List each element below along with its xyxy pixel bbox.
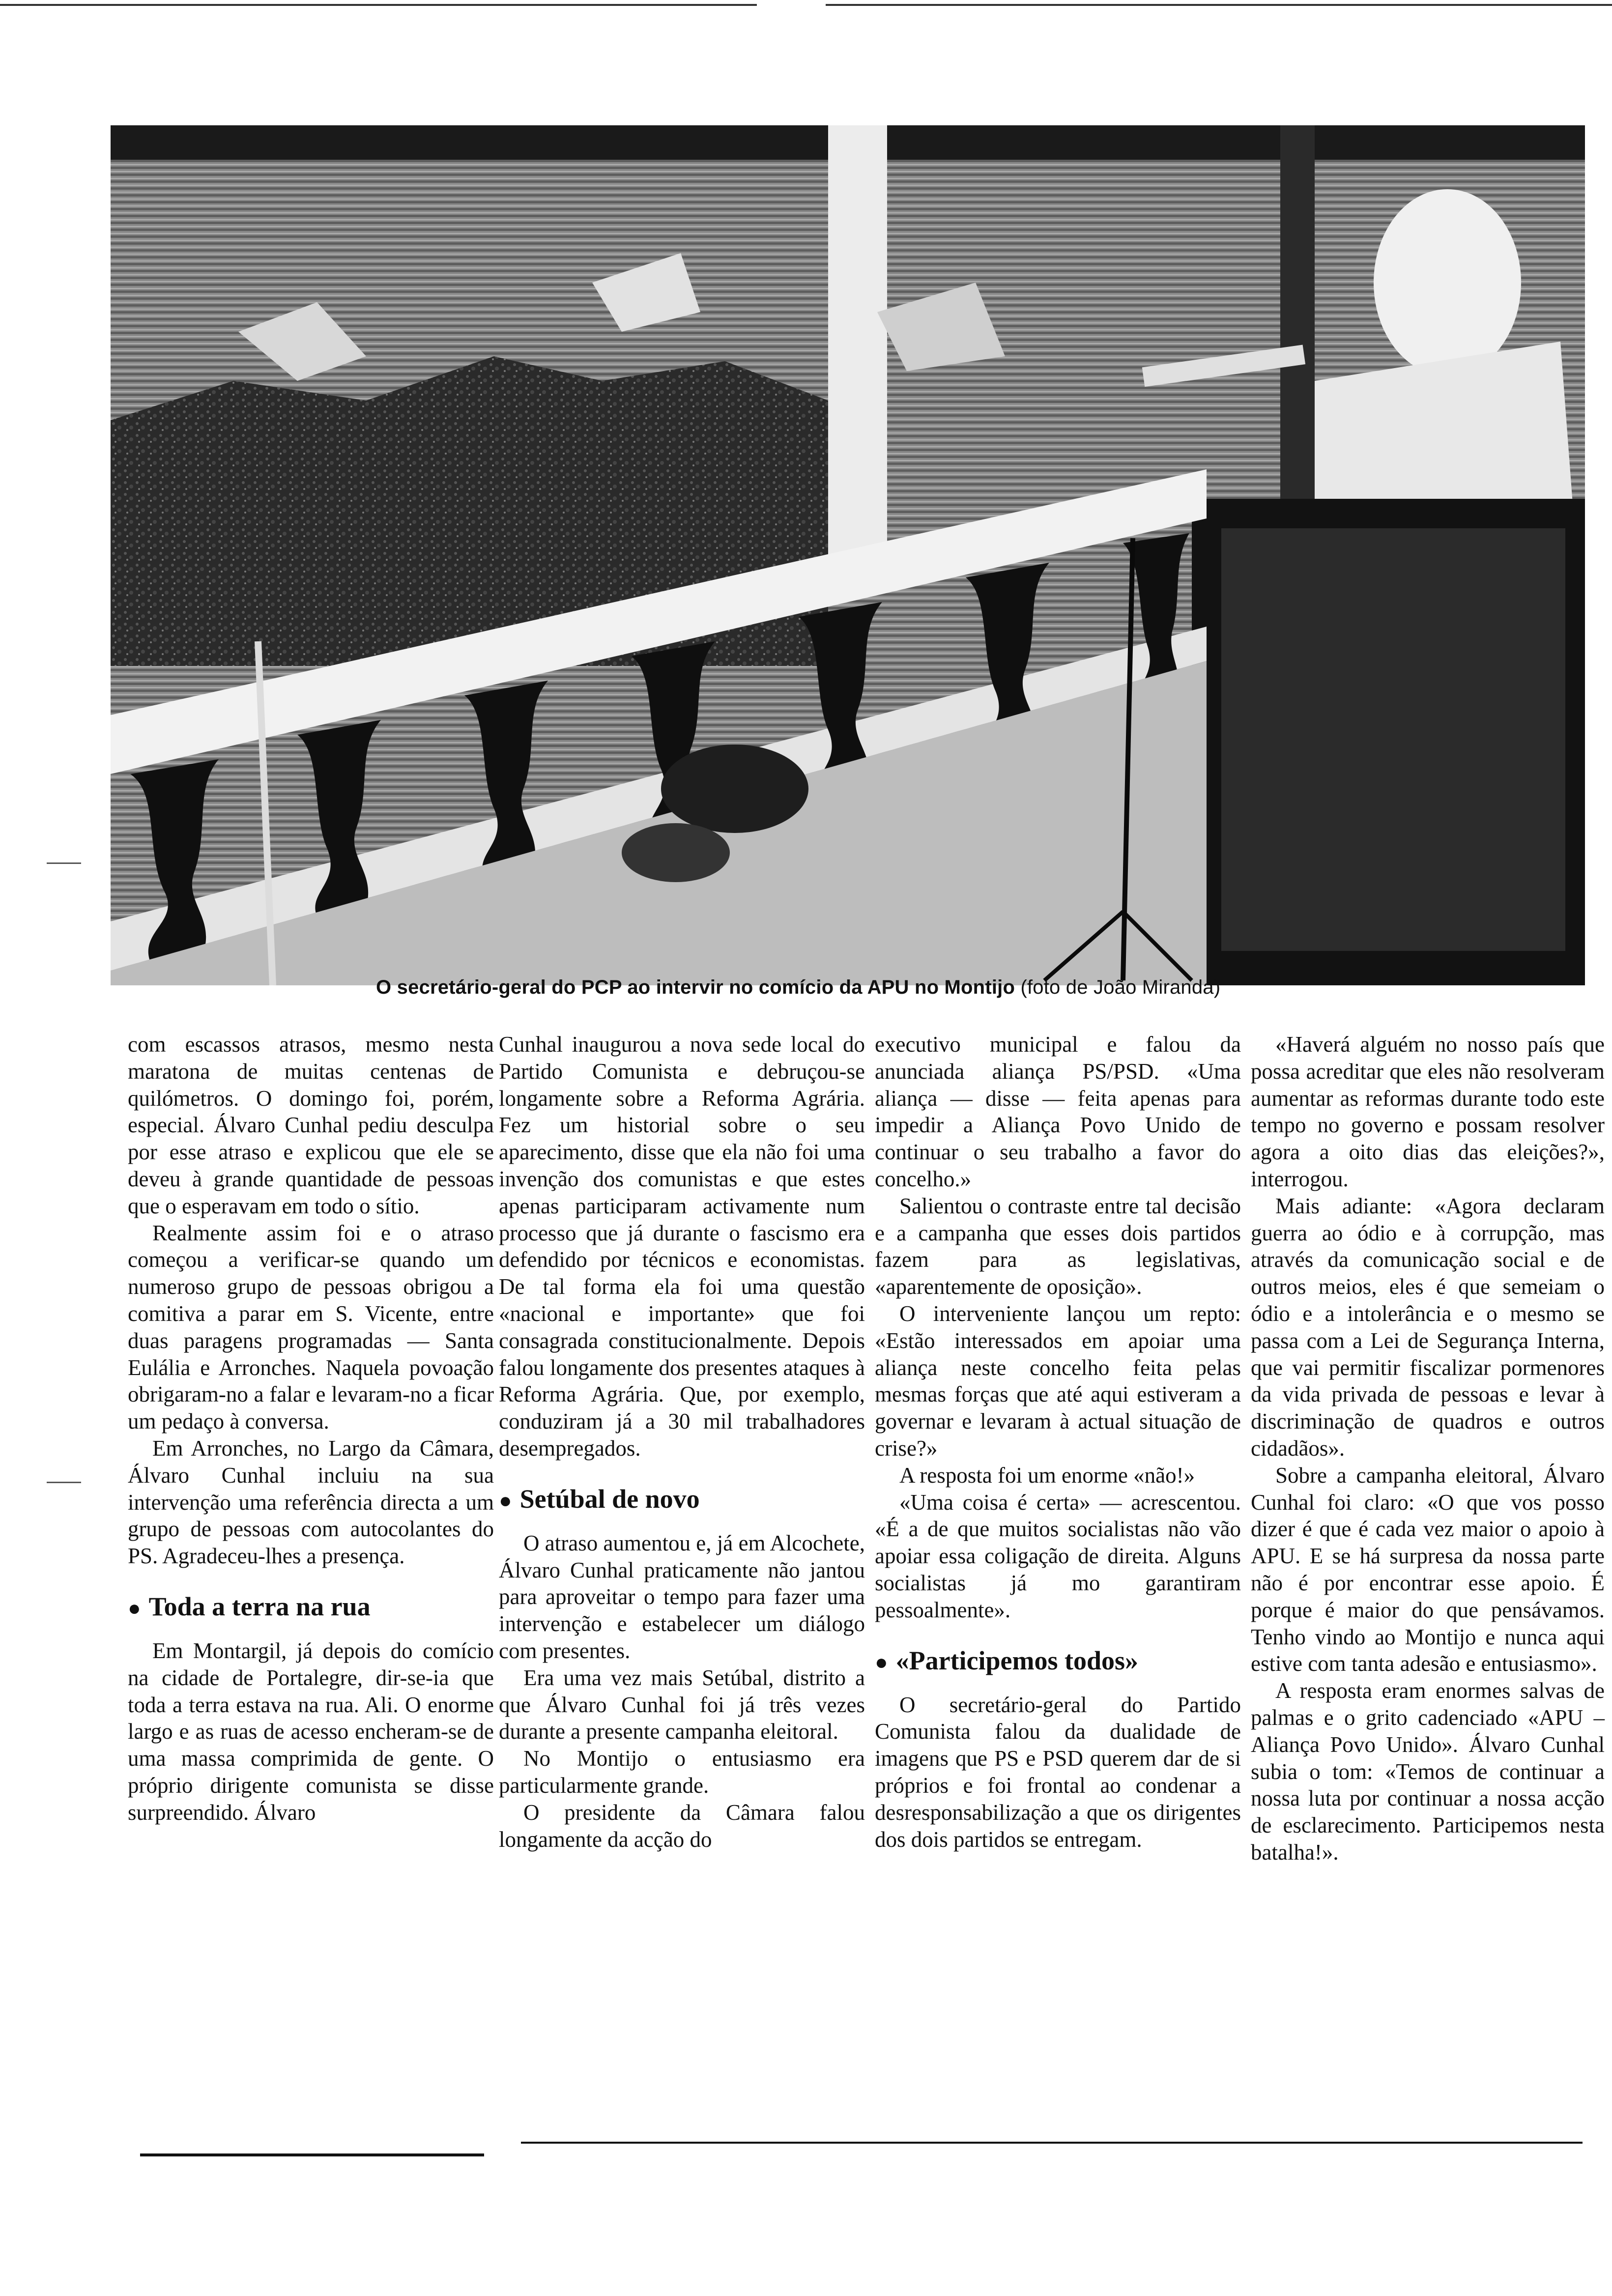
margin-mark — [47, 1482, 81, 1483]
bullet-icon: ● — [499, 1488, 512, 1513]
paragraph: «Haverá alguém no nosso país que possa acreditar que eles não resolveram aumentar as reformas durante todo este tempo no governo e possam resolver agora a oito dias das eleições?», interrogou. — [1251, 1032, 1605, 1191]
article-column-1 — [128, 1031, 494, 1826]
paragraph: Realmente assim foi e o atraso começou a verificar-se quando um numeroso grupo de pessoas obrigou a comitiva a parar em S. Vicente, entre duas paragens programadas — Santa Eulália e Arronches. Naquela povoação obrigaram-no a falar e levaram-no a ficar um pedaço à conversa. — [128, 1220, 494, 1434]
photo-caption — [376, 976, 1585, 999]
paragraph: executivo municipal e falou da anunciada aliança PS/PSD. «Uma aliança — disse — feita apenas para impedir a Aliança Povo Unido de continuar o seu trabalho a favor do concelho.» — [875, 1032, 1241, 1191]
bullet-icon: ● — [128, 1596, 141, 1620]
section-heading-text: Toda a terra na rua — [148, 1591, 371, 1621]
margin-mark — [47, 862, 81, 864]
photo-credit: (foto de João Miranda) — [1020, 976, 1221, 998]
paragraph: Em Arronches, no Largo da Câmara, Álvaro Cunhal incluiu na sua intervenção uma referência directa a um grupo de pessoas com autocolantes do PS. Agradeceu-lhes a presença. — [128, 1435, 494, 1569]
paragraph: Cunhal inaugurou a nova sede local do Partido Comunista e debruçou-se longamente sobre a Reforma Agrária. Fez um historial sobre o seu aparecimento, disse que ela não foi uma invenção dos comunistas e que estes apenas participaram activamente num processo que já durante o fascismo era defendido por técnicos e economistas. De tal forma ela foi uma questão «nacional e importante» que foi consagrada constitucionalmente. Depois falou longamente dos presentes ataques à Reforma Agrária. Que, por exemplo, conduziram já a 30 mil trabalhadores desempregados. — [499, 1032, 865, 1461]
paragraph: Salientou o contraste entre tal decisão e a campanha que esses dois partidos fazem para as legislativas, «aparentemente de oposição». — [875, 1193, 1241, 1299]
caption-text: O secretário-geral do PCP ao intervir no comício da APU no Montijo — [376, 976, 1015, 998]
paragraph: A resposta foi um enorme «não!» — [899, 1463, 1195, 1488]
bottom-rule-left — [140, 2153, 484, 2156]
section-heading-text: «Participemos todos» — [895, 1645, 1139, 1675]
paragraph: Em Montargil, já depois do comício na cidade de Portalegre, dir-se-ia que toda a terra estava na rua. Ali. O enorme largo e as ruas de acesso encheram-se de uma massa comprimida de gente. O próprio dirigente comunista se disse surpreendido. Álvaro — [128, 1638, 494, 1825]
bullet-icon: ● — [875, 1650, 888, 1674]
top-rule-left — [0, 4, 757, 6]
paragraph: O interveniente lançou um repto: «Estão interessados em apoiar uma aliança neste concelho feita pelas mesmas forças que até aqui estiveram a governar e levaram à actual situação de crise?» — [875, 1301, 1241, 1461]
paragraph: O presidente da Câmara falou longamente da acção do — [499, 1800, 865, 1852]
article-column-2 — [499, 1031, 865, 1853]
article-column-4 — [1251, 1031, 1605, 1866]
section-heading — [499, 1485, 865, 1515]
news-photo — [111, 125, 1585, 985]
paragraph: No Montijo o entusiasmo era particularmente grande. — [499, 1746, 865, 1798]
article-column-3 — [875, 1031, 1241, 1853]
top-rule-right — [826, 4, 1612, 6]
paragraph: O atraso aumentou e, já em Alcochete, Álvaro Cunhal praticamente não jantou para aproveitar o tempo para fazer uma intervenção e estabelecer um diálogo com presentes. — [499, 1530, 865, 1663]
paragraph: com escassos atrasos, mesmo nesta maratona de muitas centenas de quilómetros. O domingo foi, porém, especial. Álvaro Cunhal pediu desculpa por esse atraso e explicou que ele se deveu à grande quantidade de pessoas que o esperavam em todo o sítio. — [128, 1032, 494, 1218]
bottom-rule-right — [521, 2142, 1583, 2144]
paragraph: Sobre a campanha eleitoral, Álvaro Cunhal foi claro: «O que vos posso dizer é que é cada vez maior o apoio à APU. E se há surpresa da nossa parte não é por encontrar esse apoio. É porque é maior do que pensávamos. Tenho vindo ao Montijo e nunca aqui estive com tanta adesão e entusiasmo». — [1251, 1463, 1605, 1676]
paragraph: Mais adiante: «Agora declaram guerra ao ódio e à corrupção, mas através da comunicação social e de outros meios, eles é que semeiam o ódio e a intolerância e o mesmo se passa com a Lei de Segurança Interna, que vai permitir fiscalizar pormenores da vida privada de pessoas e levar à discriminação de quadros e outros cidadãos». — [1251, 1193, 1605, 1461]
section-heading — [875, 1646, 1241, 1677]
section-heading — [128, 1592, 494, 1623]
paragraph: «Uma coisa é certa» — acrescentou. «É a de que muitos socialistas não vão apoiar essa coligação de direita. Alguns socialistas já mo garantiram pessoalmente». — [875, 1490, 1241, 1622]
paragraph: Era uma vez mais Setúbal, distrito a que Álvaro Cunhal foi já três vezes durante a presente campanha eleitoral. — [499, 1665, 865, 1744]
paragraph: O secretário-geral do Partido Comunista falou da dualidade de imagens que PS e PSD querem dar de si próprios e foi frontal ao condenar a desresponsabilização a que os dirigentes dos dois partidos se entregam. — [875, 1692, 1241, 1852]
section-heading-text: Setúbal de novo — [519, 1484, 700, 1514]
paragraph: A resposta eram enormes salvas de palmas e o grito cadenciado «APU – Aliança Povo Unido». Álvaro Cunhal subia o tom: «Temos de continuar a nossa luta por continuar a nossa acção de esclarecimento. Participemos nesta batalha!». — [1251, 1678, 1605, 1865]
